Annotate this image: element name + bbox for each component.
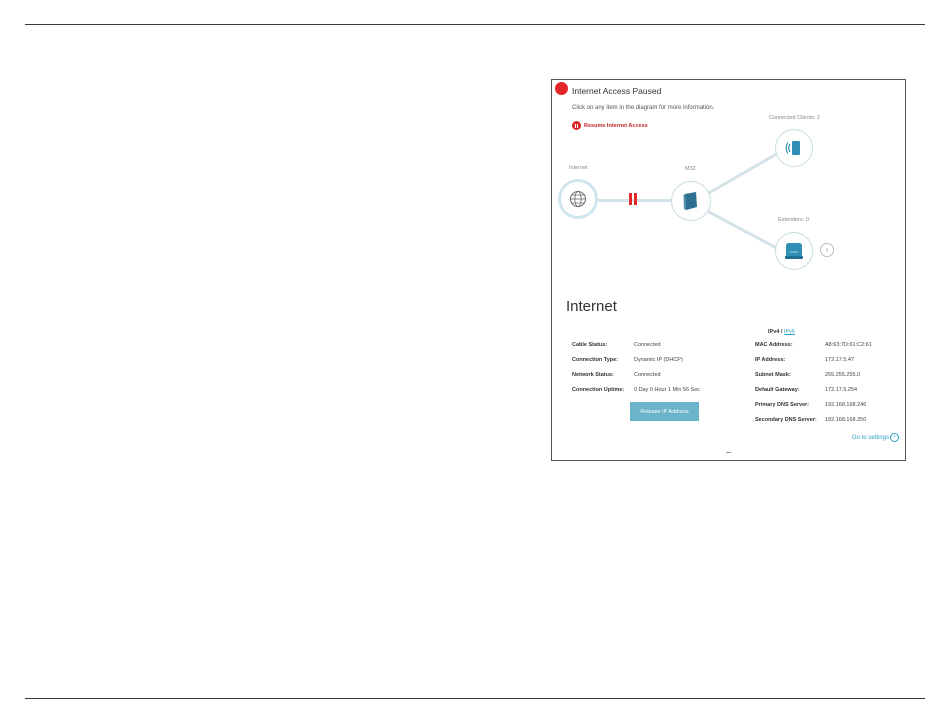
router-status-screenshot	[551, 79, 906, 461]
arrow-right-circle-icon: ›	[890, 433, 899, 442]
extender-icon	[783, 241, 805, 261]
ip-version-toggle	[768, 329, 795, 335]
info-label: Default Gateway:	[755, 387, 800, 393]
info-value: 172.17.5.47	[825, 357, 855, 363]
clients-node-label: Connected Clients: 2	[769, 115, 821, 121]
info-label: IP Address:	[755, 357, 786, 363]
connected-clients-node[interactable]	[775, 129, 813, 167]
status-title: Internet Access Paused	[572, 86, 662, 96]
section-title: Internet	[566, 298, 617, 315]
release-ip-button[interactable]: Release IP Address	[630, 402, 699, 421]
info-value: 172.17.5.254	[825, 387, 858, 393]
go-to-settings-link[interactable]	[852, 433, 899, 442]
extenders-node-label: Extenders: 0	[778, 217, 809, 223]
info-value: 255.255.255.0	[825, 372, 861, 378]
top-rule	[25, 24, 925, 25]
info-value: A8:63:7D:61:C2:61	[825, 342, 872, 348]
info-value: 192.168.168.246	[825, 402, 867, 408]
resume-internet-label: Resume Internet Access	[584, 122, 648, 129]
extenders-node[interactable]	[775, 232, 813, 270]
globe-icon	[569, 190, 587, 208]
info-label: Network Status:	[572, 372, 614, 378]
info-label: Connection Type:	[572, 357, 619, 363]
diagram-hint: Click on any item in the diagram for more information.	[572, 105, 715, 111]
info-label: Subnet Mask:	[755, 372, 791, 378]
internet-node[interactable]	[558, 179, 598, 219]
router-icon	[682, 191, 700, 211]
info-value: Connected	[634, 372, 661, 378]
router-extenders-link	[707, 210, 779, 250]
router-node[interactable]	[671, 181, 711, 221]
bottom-rule	[25, 698, 925, 699]
info-label: Connection Uptime:	[572, 387, 625, 393]
ip-separator: /	[780, 329, 783, 335]
info-label: MAC Address:	[755, 342, 793, 348]
info-label: Primary DNS Server:	[755, 402, 810, 408]
ipv4-tab[interactable]: IPv4	[768, 329, 780, 335]
go-to-settings-label: Go to settings	[852, 434, 890, 441]
info-value: Dynamic IP (DHCP)	[634, 357, 683, 363]
ipv6-tab[interactable]: IPv6	[783, 329, 795, 335]
info-label: Secondary DNS Server:	[755, 417, 817, 423]
info-value: 192.168.168.250	[825, 417, 867, 423]
info-label: Cable Status:	[572, 342, 608, 348]
info-value: 0 Day 0 Hour 1 Min 56 Sec	[634, 387, 701, 393]
connection-paused-icon	[629, 193, 637, 205]
network-diagram	[552, 80, 906, 290]
info-value: Connected	[634, 342, 661, 348]
router-node-label: M32	[685, 166, 696, 172]
internet-node-label: Internet	[569, 165, 588, 171]
wireless-client-icon	[784, 138, 804, 158]
router-clients-link	[707, 150, 781, 195]
chevron-right-icon[interactable]: ›	[820, 243, 834, 257]
scroll-indicator	[726, 452, 731, 453]
